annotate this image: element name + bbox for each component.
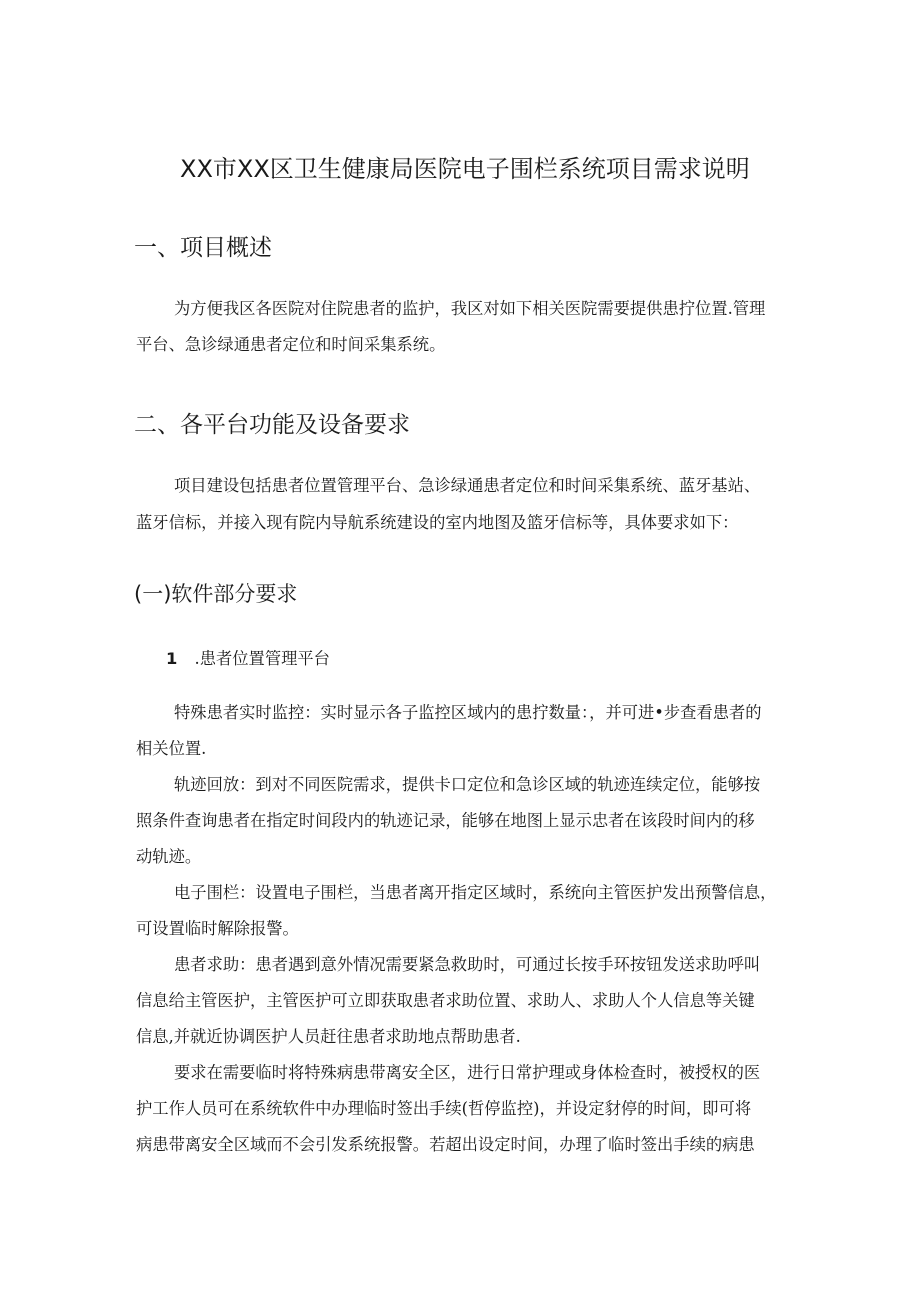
- help-line-1: 患者求助：患者遇到意外情况需要紧急救助时，可通过长按手环按钮发送求助呼叫: [174, 955, 761, 974]
- item-number: 1: [166, 649, 178, 668]
- platforms-line-1: 项目建设包括患者位置管理平台、急诊绿通患者定位和时间采集系统、蓝牙基站、: [174, 476, 761, 495]
- section-heading-platforms: 二、各平台功能及设备要求: [134, 412, 410, 438]
- subsection-heading-software: (一)软件部分要求: [134, 582, 298, 606]
- checkout-line-1: 要求在需要临时将特殊病患带离安全区，进行日常护理或身体检查时，被授权的医: [174, 1063, 761, 1082]
- playback-line-3: 动轨迹。: [136, 847, 202, 866]
- checkout-line-3: 病患带离安全区域而不会引发系统报警。若超出设定时间，办理了临时签出手续的病患: [136, 1135, 755, 1154]
- overview-line-2: 平台、急诊绿通患者定位和时间采集系统。: [136, 335, 446, 354]
- section-heading-overview: 一、项目概述: [134, 235, 272, 261]
- playback-line-1: 轨迹回放：到对不同医院需求，提供卡口定位和急诊区域的轨迹连续定位，能够按: [174, 775, 761, 794]
- document-title: XX市XX区卫生健康局医院电子围栏系统项目需求说明: [180, 155, 750, 183]
- fence-line-1: 电子围栏：设置电子围栏，当患者离开指定区域时，系统向主管医护发出预警信息，: [174, 883, 777, 902]
- help-line-2: 信息给主管医护，主管医护可立即获取患者求助位置、求助人、求助人个人信息等关键: [136, 991, 755, 1010]
- monitor-line-2: 相关位置.: [136, 739, 207, 758]
- monitor-line-1: 特殊患者实时监控：实时显示各子监控区域内的患拧数量：，并可进•步查看患者的: [174, 703, 762, 722]
- platforms-line-2: 蓝牙信标，并接入现有院内导航系统建设的室内地图及篮牙信标等，具体要求如下：: [136, 513, 739, 532]
- item-title: .患者位置管理平台: [194, 649, 330, 668]
- playback-line-2: 照条件查询患者在指定时间段内的轨迹记录，能够在地图上显示忠者在该段时间内的移: [136, 811, 755, 830]
- help-line-3: 信息,并就近协调医护人员赶往患者求助地点帮助患者.: [136, 1027, 521, 1046]
- overview-line-1: 为方便我区各医院对住院患者的监护，我区对如下相关医院需要提供患拧位置.管理: [174, 299, 766, 318]
- fence-line-2: 可设置临时解除报警。: [136, 919, 299, 938]
- checkout-line-2: 护工作人员可在系统软件中办理临时签出手续(哲停监控)，并设定豺停的时间，即可将: [136, 1099, 752, 1118]
- item-heading-patient-platform: [166, 645, 330, 669]
